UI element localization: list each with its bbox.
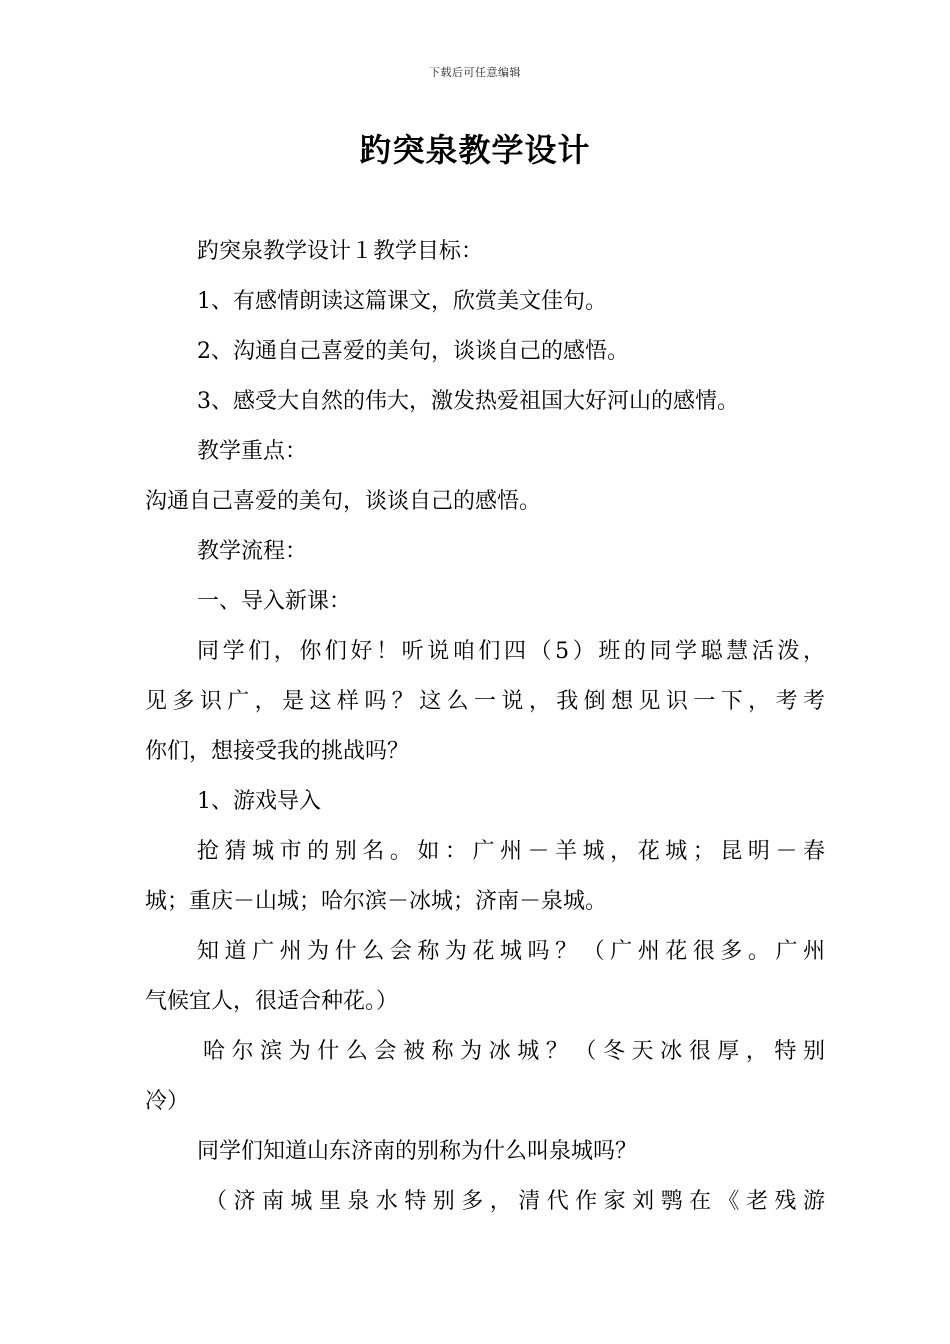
document-title: 趵突泉教学设计	[359, 131, 591, 169]
paragraph	[145, 1127, 825, 1177]
paragraph	[145, 1177, 825, 1227]
text-line: 沟通自己喜爱的美句，谈谈自己的感悟。	[145, 489, 542, 514]
text-line: 一、导入新课：	[197, 589, 352, 614]
paragraph	[145, 327, 825, 377]
text-line: 教学重点：	[197, 439, 308, 464]
text-line: 同学们知道山东济南的别称为什么叫泉城吗？	[197, 1139, 638, 1164]
paragraph	[145, 927, 825, 1027]
text-line: 抢猜城市的别名。如：广州－羊城，花城；昆明－春	[197, 839, 825, 864]
paragraph	[145, 227, 825, 277]
paragraph	[145, 477, 825, 527]
paragraph	[145, 527, 825, 577]
text-line: 城；重庆－山城；哈尔滨－冰城；济南－泉城。	[145, 889, 608, 914]
text-line: 趵突泉教学设计１教学目标：	[197, 239, 484, 264]
document-body	[145, 227, 825, 1227]
text-line: 见多识广，是这样吗？这么一说，我倒想见识一下，考考	[145, 689, 825, 714]
paragraph	[145, 1027, 825, 1127]
text-line: 2、沟通自己喜爱的美句，谈谈自己的感悟。	[197, 339, 629, 364]
paragraph	[145, 777, 825, 827]
paragraph	[145, 627, 825, 777]
paragraph	[145, 377, 825, 427]
text-line: 哈尔滨为什么会被称为冰城？（冬天冰很厚，特别	[203, 1039, 825, 1064]
header-note: 下载后可任意编辑	[429, 66, 521, 79]
text-line: 1、有感情朗读这篇课文，欣赏美文佳句。	[197, 289, 607, 314]
paragraph	[145, 427, 825, 477]
text-line: 冷）	[145, 1089, 190, 1114]
text-line: 教学流程：	[197, 539, 308, 564]
text-line: 你们，想接受我的挑战吗？	[145, 739, 410, 764]
text-line: 气候宜人，很适合种花。）	[145, 989, 399, 1014]
text-line: 3、感受大自然的伟大，激发热爱祖国大好河山的感情。	[197, 389, 739, 414]
paragraph	[145, 827, 825, 927]
text-line: 知道广州为什么会称为花城吗？（广州花很多。广州	[197, 939, 825, 964]
text-line: 同学们，你们好！听说咱们四（5）班的同学聪慧活泼，	[197, 639, 825, 664]
paragraph	[145, 277, 825, 327]
text-line: （济南城里泉水特别多，清代作家刘鹗在《老残游	[205, 1189, 825, 1214]
text-line: 1、游戏导入	[197, 789, 321, 814]
paragraph	[145, 577, 825, 627]
